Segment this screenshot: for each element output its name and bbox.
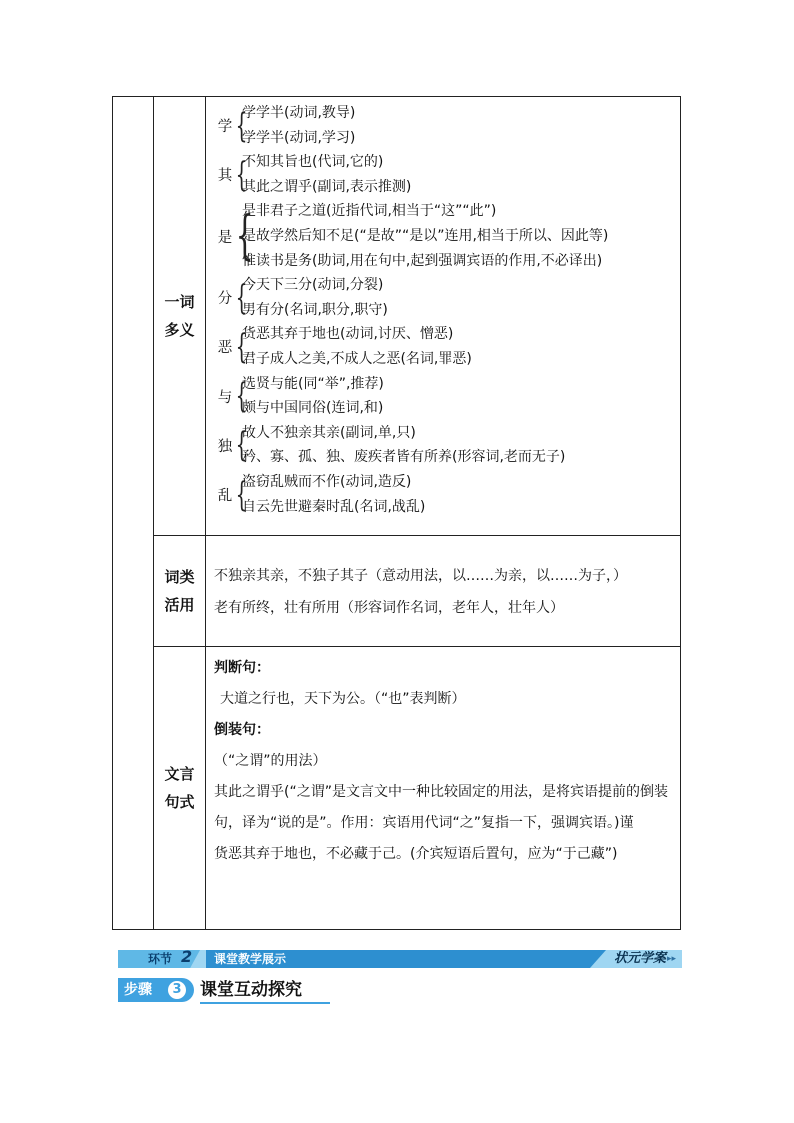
polysemy-char: 学 bbox=[217, 119, 233, 136]
review-table bbox=[112, 96, 681, 930]
brace-icon: { bbox=[235, 474, 248, 515]
step-title-underline bbox=[200, 1002, 330, 1004]
brace-icon: { bbox=[235, 206, 254, 267]
polysemy-group bbox=[216, 150, 680, 199]
step-number-badge: 3 bbox=[168, 981, 186, 999]
polysemy-group bbox=[216, 322, 680, 371]
brace-icon: { bbox=[235, 425, 248, 466]
polysemy-senses bbox=[242, 150, 411, 199]
syntax-content bbox=[206, 647, 680, 876]
polysemy-label: 一词多义 bbox=[164, 293, 195, 339]
polysemy-sense: 颇与中国同俗(连词,和) bbox=[242, 400, 384, 417]
word-class-line: 老有所终，壮有所用（形容词作名词，老年人，壮年人） bbox=[214, 600, 564, 616]
polysemy-senses bbox=[242, 421, 565, 470]
table-row-word-class bbox=[113, 536, 681, 647]
table-row-polysemy bbox=[113, 97, 681, 536]
polysemy-sense: 故人不独亲其亲(副词,单,只) bbox=[242, 424, 416, 441]
double-arrow-icon: ▸▸ bbox=[667, 954, 677, 964]
polysemy-sense: 君子成人之美,不成人之恶(名词,罪恶) bbox=[242, 350, 472, 367]
polysemy-sense: 是故学然后知不足(“是故”“是以”连用,相当于所以、因此等) bbox=[242, 227, 609, 244]
polysemy-group bbox=[216, 101, 680, 150]
polysemy-sense: 盗窃乱贼而不作(动词,造反) bbox=[242, 473, 412, 490]
polysemy-sense: 学学半(动词,教导) bbox=[242, 105, 356, 121]
polysemy-sense: 自云先世避秦时乱(名词,战乱) bbox=[242, 498, 426, 515]
step-title: 课堂互动探究 bbox=[200, 980, 302, 1000]
polysemy-senses bbox=[242, 273, 388, 322]
polysemy-char: 其 bbox=[217, 168, 233, 185]
polysemy-senses bbox=[242, 372, 384, 421]
category-label bbox=[154, 536, 206, 647]
step-header bbox=[118, 978, 368, 1002]
syntax-cell bbox=[206, 647, 681, 930]
polysemy-char: 独 bbox=[217, 438, 233, 455]
polysemy-sense: 男有分(名词,职分,职守) bbox=[242, 301, 388, 318]
polysemy-sense: 惟读书是务(助词,用在句中,起到强调宾语的作用,不必译出) bbox=[242, 252, 603, 269]
word-class-lines bbox=[206, 536, 680, 624]
polysemy-sense: 不知其旨也(代词,它的) bbox=[242, 154, 384, 171]
polysemy-senses bbox=[242, 470, 425, 519]
polysemy-char: 是 bbox=[217, 229, 233, 246]
brace-icon: { bbox=[235, 277, 248, 318]
polysemy-group bbox=[216, 199, 680, 273]
polysemy-cell bbox=[206, 97, 681, 536]
polysemy-char: 分 bbox=[217, 291, 233, 308]
inversion-text: 其此之谓乎(“之谓”是文言文中一种比较固定的用法，是将宾语提前的倒装句，译为“说的是”。作用：宾语用代词“之”复指一下，强调宾语。)谨 bbox=[214, 784, 668, 831]
polysemy-group bbox=[216, 421, 680, 470]
section-title: 课堂教学展示 bbox=[214, 952, 287, 966]
left-blank-column bbox=[113, 97, 154, 930]
polysemy-group bbox=[216, 470, 680, 519]
postposition-text: 货恶其弃于地也，不必藏于己。(介宾短语后置句，应为“于己藏”) bbox=[214, 846, 618, 862]
polysemy-group bbox=[216, 372, 680, 421]
polysemy-sense: 今天下三分(动词,分裂) bbox=[242, 277, 384, 294]
syntax-label: 文言句式 bbox=[164, 765, 195, 811]
polysemy-senses bbox=[242, 199, 608, 273]
brace-icon: { bbox=[235, 326, 248, 367]
brace-icon: { bbox=[235, 154, 248, 195]
polysemy-sense: 是非君子之道(近指代词,相当于“这”“此”) bbox=[242, 203, 497, 220]
polysemy-sense: 选贤与能(同“举”,推荐) bbox=[242, 375, 384, 392]
polysemy-group bbox=[216, 273, 680, 322]
table-row-syntax bbox=[113, 647, 681, 930]
judgment-line: 大道之行也，天下为公。（“也”表判断） bbox=[220, 691, 466, 707]
category-label bbox=[154, 647, 206, 930]
polysemy-senses bbox=[242, 322, 472, 371]
section-prefix: 环节 bbox=[148, 952, 173, 966]
step-prefix: 步骤 bbox=[124, 982, 152, 998]
polysemy-char: 与 bbox=[217, 389, 233, 406]
polysemy-sense: 其此之谓乎(副词,表示推测) bbox=[242, 178, 412, 195]
polysemy-char: 恶 bbox=[217, 340, 233, 357]
judgment-heading: 判断句： bbox=[214, 660, 270, 676]
brand-label: 状元学案 bbox=[614, 951, 667, 966]
word-class-line: 不独亲其亲，不独子其子（意动用法，以……为亲，以……为子，） bbox=[214, 568, 627, 584]
polysemy-senses bbox=[242, 101, 355, 150]
polysemy-sense: 货恶其弃于地也(动词,讨厌、憎恶) bbox=[242, 326, 454, 343]
inversion-heading: 倒装句： bbox=[214, 722, 270, 738]
polysemy-list bbox=[206, 97, 680, 523]
brace-icon: { bbox=[235, 105, 248, 146]
category-label bbox=[154, 97, 206, 536]
word-class-cell bbox=[206, 536, 681, 647]
inversion-sub: （“之谓”的用法） bbox=[214, 753, 327, 769]
section-banner bbox=[118, 947, 682, 968]
brace-icon: { bbox=[235, 376, 248, 417]
word-class-label: 词类活用 bbox=[164, 568, 195, 614]
polysemy-sense: 矜、寡、孤、独、废疾者皆有所养(形容词,老而无子) bbox=[242, 449, 566, 466]
polysemy-char: 乱 bbox=[217, 488, 233, 504]
polysemy-sense: 学学半(动词,学习) bbox=[242, 129, 356, 146]
section-number: 2 bbox=[181, 947, 193, 966]
